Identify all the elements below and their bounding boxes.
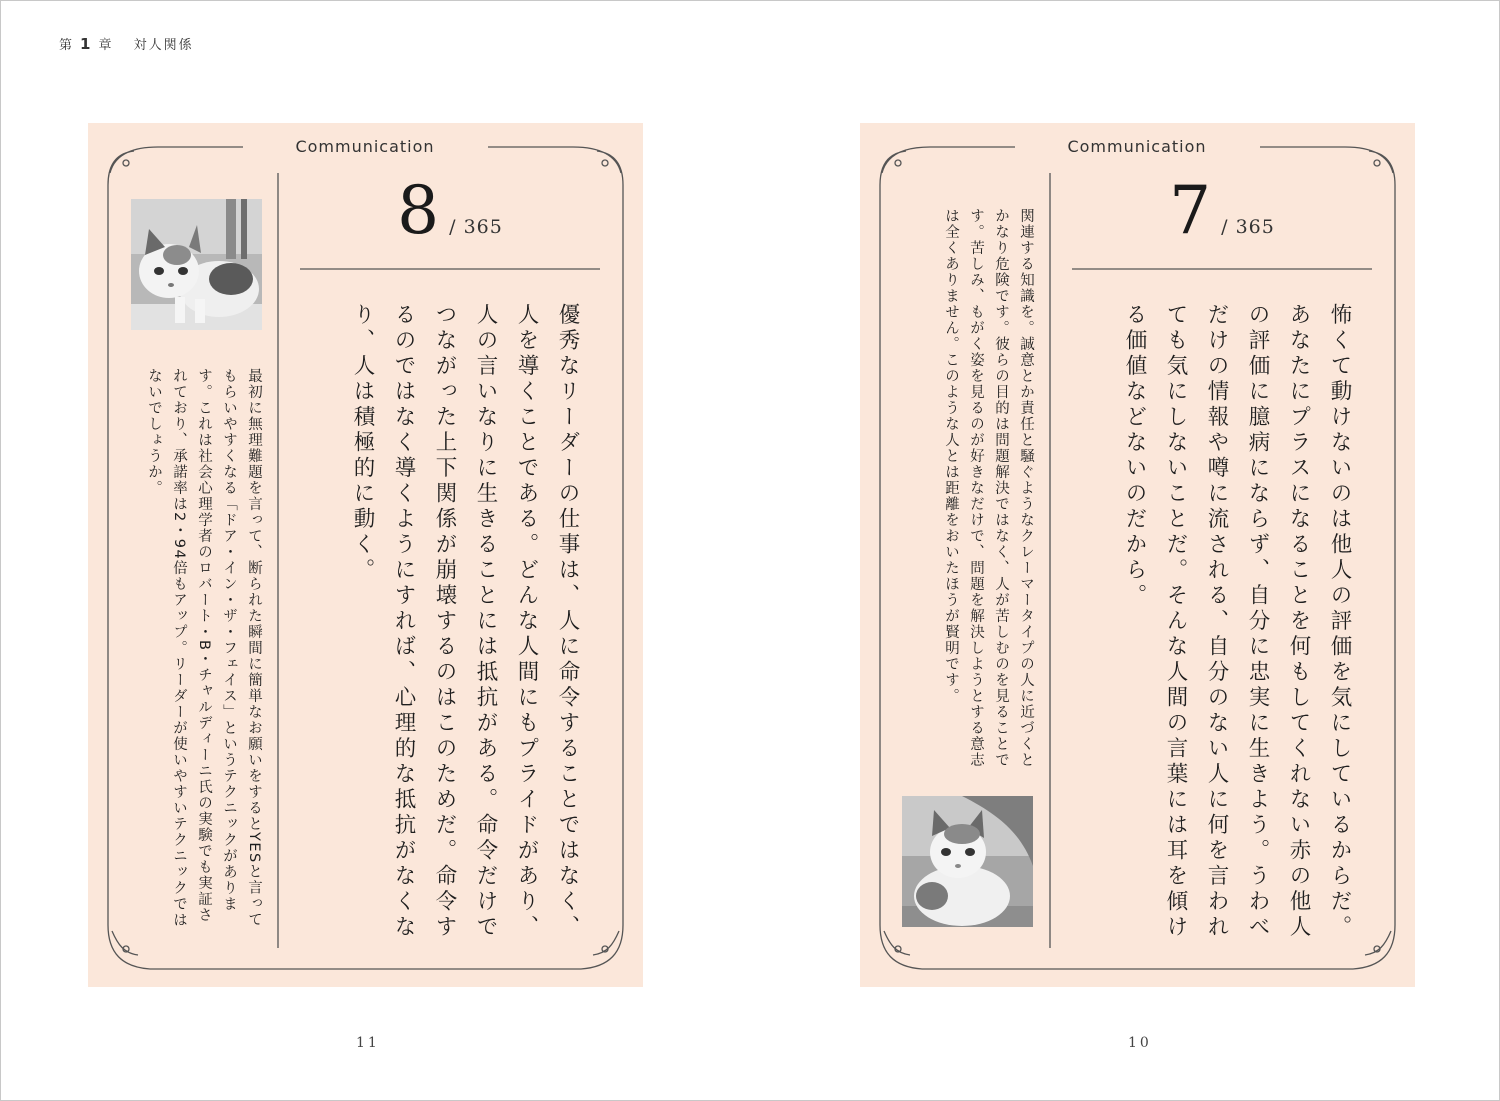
running-head xyxy=(59,34,194,53)
day-number: 8 xyxy=(397,172,440,249)
right-day-card xyxy=(860,123,1415,987)
side-note: 最初に無理難題を言って、断られた瞬間に簡単なお願いをするとYESと言ってもらいやすくなる「ドア・イン・ザ・フェイス」というテクニックがあります。これは社会心理学者のロバート・B・チャルディーニ氏の実験でも実証されており、承諾率は2・94倍もアップ。リーダーが使いやすいテクニックではないでしょうか。 xyxy=(146,368,262,929)
side-note: 関連する知識を。誠意とか責任と騒ぐようなクレーマータイプの人に近づくとかなり危険です。彼らの目的は問題解決ではなく、人が苦しむのを見ることです。苦しみ、もがく姿を見るのが好きなだけで、問題を解決しようとする意志は全くありません。このような人とは距離をおいたほうが賢明です。 xyxy=(943,208,1034,768)
main-text: 優秀なリーダーの仕事は、人に命令することではなく、人を導くことである。どんな人間にもプライドがあり、人の言いなりに生きることには抵抗がある。命令だけでつながった上下関係が崩壊するのはこのためだ。命令するのではなく導くようにすれば、心理的な抵抗がなくなり、人は積極的に動く。 xyxy=(350,303,580,941)
chapter-title: 対人関係 xyxy=(133,38,194,53)
chapter-prefix: 第 xyxy=(59,38,75,53)
left-day-card xyxy=(88,123,643,987)
day-counter xyxy=(1072,173,1372,249)
card-label: Communication xyxy=(1067,137,1207,156)
page-number-left: 11 xyxy=(356,1035,380,1051)
chapter-suffix: 章 xyxy=(98,38,114,53)
main-text: 怖くて動けないのは他人の評価を気にしているからだ。あなたにプラスになることを何もしてくれない赤の他人の評価に臆病にならず、自分に忠実に生きよう。うわべだけの情報や噂に流される、自分のない人に何を言われても気にしないことだ。そんな人間の言葉には耳を傾ける価値などないのだから。 xyxy=(1122,303,1352,941)
cat-photo xyxy=(902,796,1033,927)
day-counter xyxy=(300,173,600,249)
card-label: Communication xyxy=(295,137,435,156)
day-total: / 365 xyxy=(1221,216,1275,238)
chapter-number: 1 xyxy=(80,35,93,53)
day-number: 7 xyxy=(1169,172,1212,249)
page-number-right: 10 xyxy=(1128,1035,1152,1051)
day-total: / 365 xyxy=(449,216,503,238)
cat-photo xyxy=(131,199,262,330)
